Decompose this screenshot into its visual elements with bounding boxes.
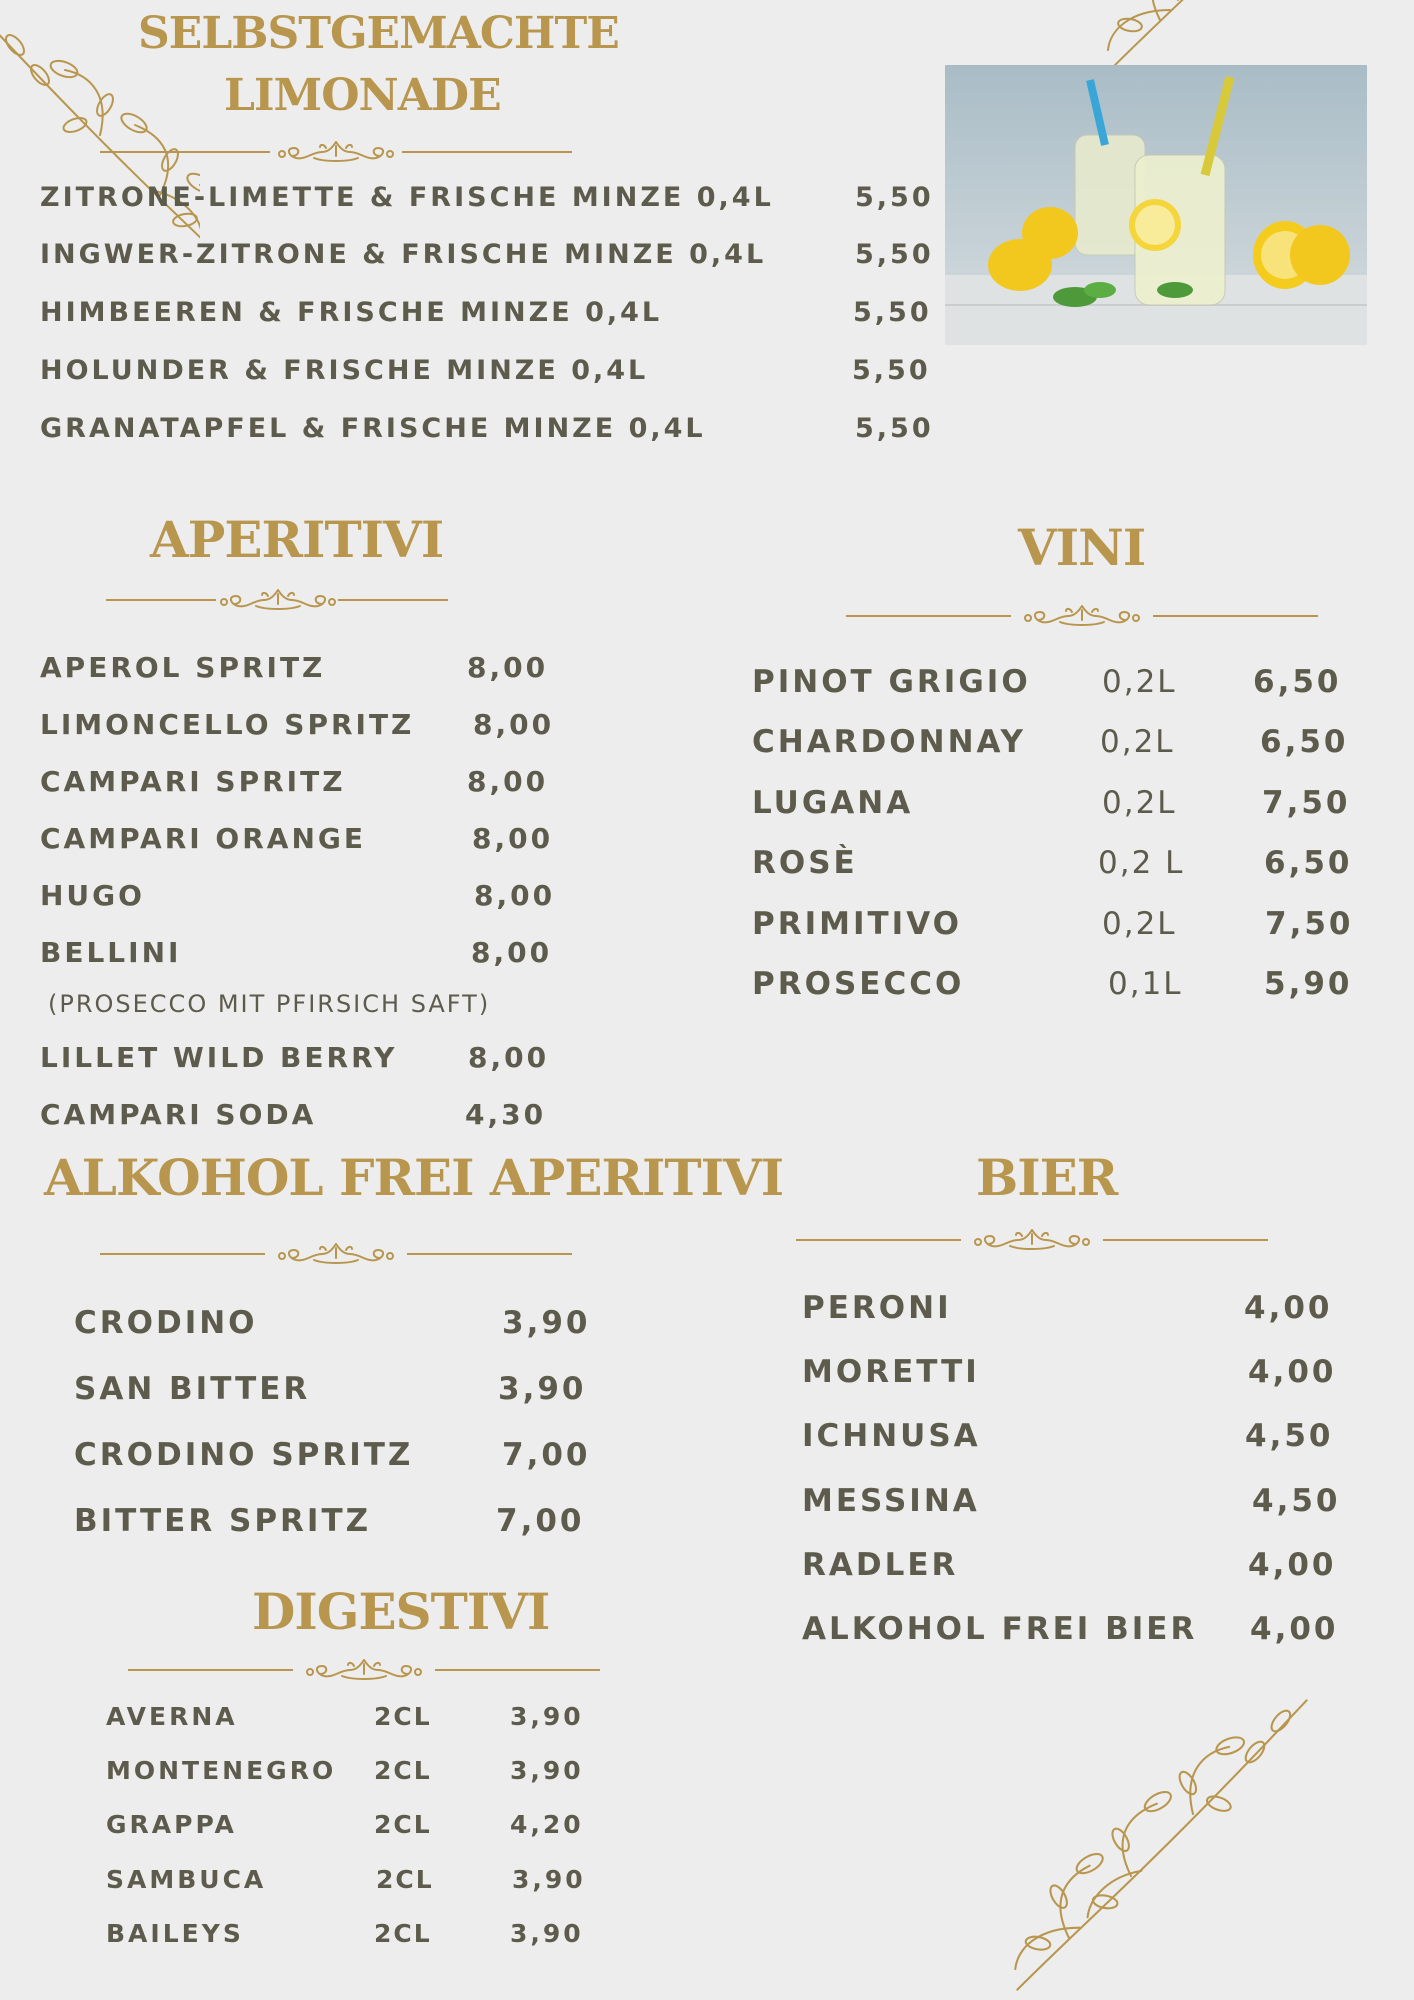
price: 7,50 — [1262, 785, 1351, 821]
list-item: MESSINA — [802, 1483, 980, 1519]
list-item: ALKOHOL FREI BIER — [802, 1611, 1198, 1647]
list-item: PINOT GRIGIO — [752, 664, 1031, 700]
size: 0,2L — [1100, 724, 1175, 760]
ornamental-divider-icon — [128, 1654, 600, 1684]
size: 0,2L — [1102, 785, 1177, 821]
list-item: APEROL SPRITZ — [40, 651, 326, 684]
list-item: PERONI — [802, 1290, 952, 1326]
list-item: CAMPARI SPRITZ — [40, 765, 346, 798]
list-item: LIMONCELLO SPRITZ — [40, 708, 415, 741]
list-item: HUGO — [40, 879, 145, 912]
size: 0,1L — [1108, 966, 1183, 1002]
price: 5,50 — [852, 355, 931, 386]
leafy-branch-icon — [1100, 0, 1360, 70]
price: 8,00 — [468, 1041, 550, 1074]
list-item: ZITRONE-LIMETTE & FRISCHE MINZE 0,4L — [40, 182, 774, 213]
list-item: GRANATAPFEL & FRISCHE MINZE 0,4L — [40, 413, 706, 444]
list-item: SAMBUCA — [106, 1865, 267, 1894]
price: 8,00 — [467, 765, 549, 798]
size: 0,2L — [1102, 664, 1177, 700]
ornamental-divider-icon — [106, 584, 448, 614]
ornamental-divider-icon — [100, 136, 572, 166]
price: 6,50 — [1260, 724, 1349, 760]
price: 7,00 — [496, 1503, 585, 1539]
list-item: SAN BITTER — [74, 1371, 311, 1407]
price: 4,00 — [1248, 1547, 1337, 1583]
list-item: GRAPPA — [106, 1810, 237, 1839]
list-item: ROSÈ — [752, 845, 858, 881]
price: 3,90 — [510, 1919, 584, 1948]
size: 2CL — [374, 1702, 432, 1731]
price: 8,00 — [474, 879, 556, 912]
price: 4,00 — [1250, 1611, 1339, 1647]
list-item: INGWER-ZITRONE & FRISCHE MINZE 0,4L — [40, 239, 767, 270]
size: 0,2L — [1102, 906, 1177, 942]
size: 2CL — [374, 1919, 432, 1948]
ornamental-divider-icon — [796, 1224, 1268, 1254]
ornamental-divider-icon — [846, 600, 1318, 630]
price: 4,50 — [1245, 1418, 1334, 1454]
limonade-title-line2: LIMONADE — [224, 70, 501, 121]
list-item: ICHNUSA — [802, 1418, 981, 1454]
price: 6,50 — [1264, 845, 1353, 881]
price: 3,90 — [510, 1756, 584, 1785]
price: 4,00 — [1244, 1290, 1333, 1326]
price: 6,50 — [1253, 664, 1342, 700]
list-item: PROSECCO — [752, 966, 965, 1002]
list-item: BAILEYS — [106, 1919, 244, 1948]
size: 2CL — [374, 1810, 432, 1839]
list-item: CRODINO SPRITZ — [74, 1437, 414, 1473]
limonade-title-line1: SELBSTGEMACHTE — [138, 8, 619, 59]
bier-title: BIER — [976, 1148, 1118, 1207]
list-item: CRODINO — [74, 1305, 258, 1341]
list-item: LUGANA — [752, 785, 914, 821]
price: 3,90 — [502, 1305, 591, 1341]
price: 8,00 — [471, 936, 553, 969]
alkoholfrei-title: ALKOHOL FREI APERITIVI — [44, 1148, 784, 1207]
price: 5,90 — [1264, 966, 1353, 1002]
list-item: HOLUNDER & FRISCHE MINZE 0,4L — [40, 355, 649, 386]
digestivi-title: DIGESTIVI — [252, 1582, 550, 1641]
price: 3,90 — [512, 1865, 586, 1894]
price: 8,00 — [472, 822, 554, 855]
leafy-branch-icon — [910, 1690, 1414, 2000]
list-item: MONTENEGRO — [106, 1756, 337, 1785]
price: 4,00 — [1248, 1354, 1337, 1390]
price: 7,50 — [1265, 906, 1354, 942]
price: 4,50 — [1252, 1483, 1341, 1519]
size: 2CL — [376, 1865, 434, 1894]
price: 3,90 — [498, 1371, 587, 1407]
price: 8,00 — [467, 651, 549, 684]
list-item: HIMBEEREN & FRISCHE MINZE 0,4L — [40, 297, 663, 328]
size: 2CL — [374, 1756, 432, 1785]
list-item: CAMPARI ORANGE — [40, 822, 367, 855]
list-item: LILLET WILD BERRY — [40, 1041, 398, 1074]
price: 3,90 — [510, 1702, 584, 1731]
price: 4,20 — [510, 1810, 584, 1839]
list-item: BITTER SPRITZ — [74, 1503, 372, 1539]
price: 4,30 — [465, 1098, 547, 1131]
list-item: AVERNA — [106, 1702, 238, 1731]
vini-title: VINI — [1018, 518, 1146, 577]
bellini-note: (PROSECCO MIT PFIRSICH SAFT) — [48, 990, 491, 1018]
price: 8,00 — [473, 708, 555, 741]
price: 7,00 — [502, 1437, 591, 1473]
list-item: BELLINI — [40, 936, 182, 969]
size: 0,2 L — [1098, 845, 1185, 881]
list-item: PRIMITIVO — [752, 906, 962, 942]
price: 5,50 — [855, 239, 934, 270]
list-item: RADLER — [802, 1547, 959, 1583]
list-item: MORETTI — [802, 1354, 980, 1390]
ornamental-divider-icon — [100, 1238, 572, 1268]
price: 5,50 — [855, 182, 934, 213]
aperitivi-title: APERITIVI — [150, 510, 444, 569]
price: 5,50 — [855, 413, 934, 444]
price: 5,50 — [853, 297, 932, 328]
list-item: CHARDONNAY — [752, 724, 1027, 760]
lemonade-jars-photo — [945, 65, 1367, 345]
list-item: CAMPARI SODA — [40, 1098, 317, 1131]
